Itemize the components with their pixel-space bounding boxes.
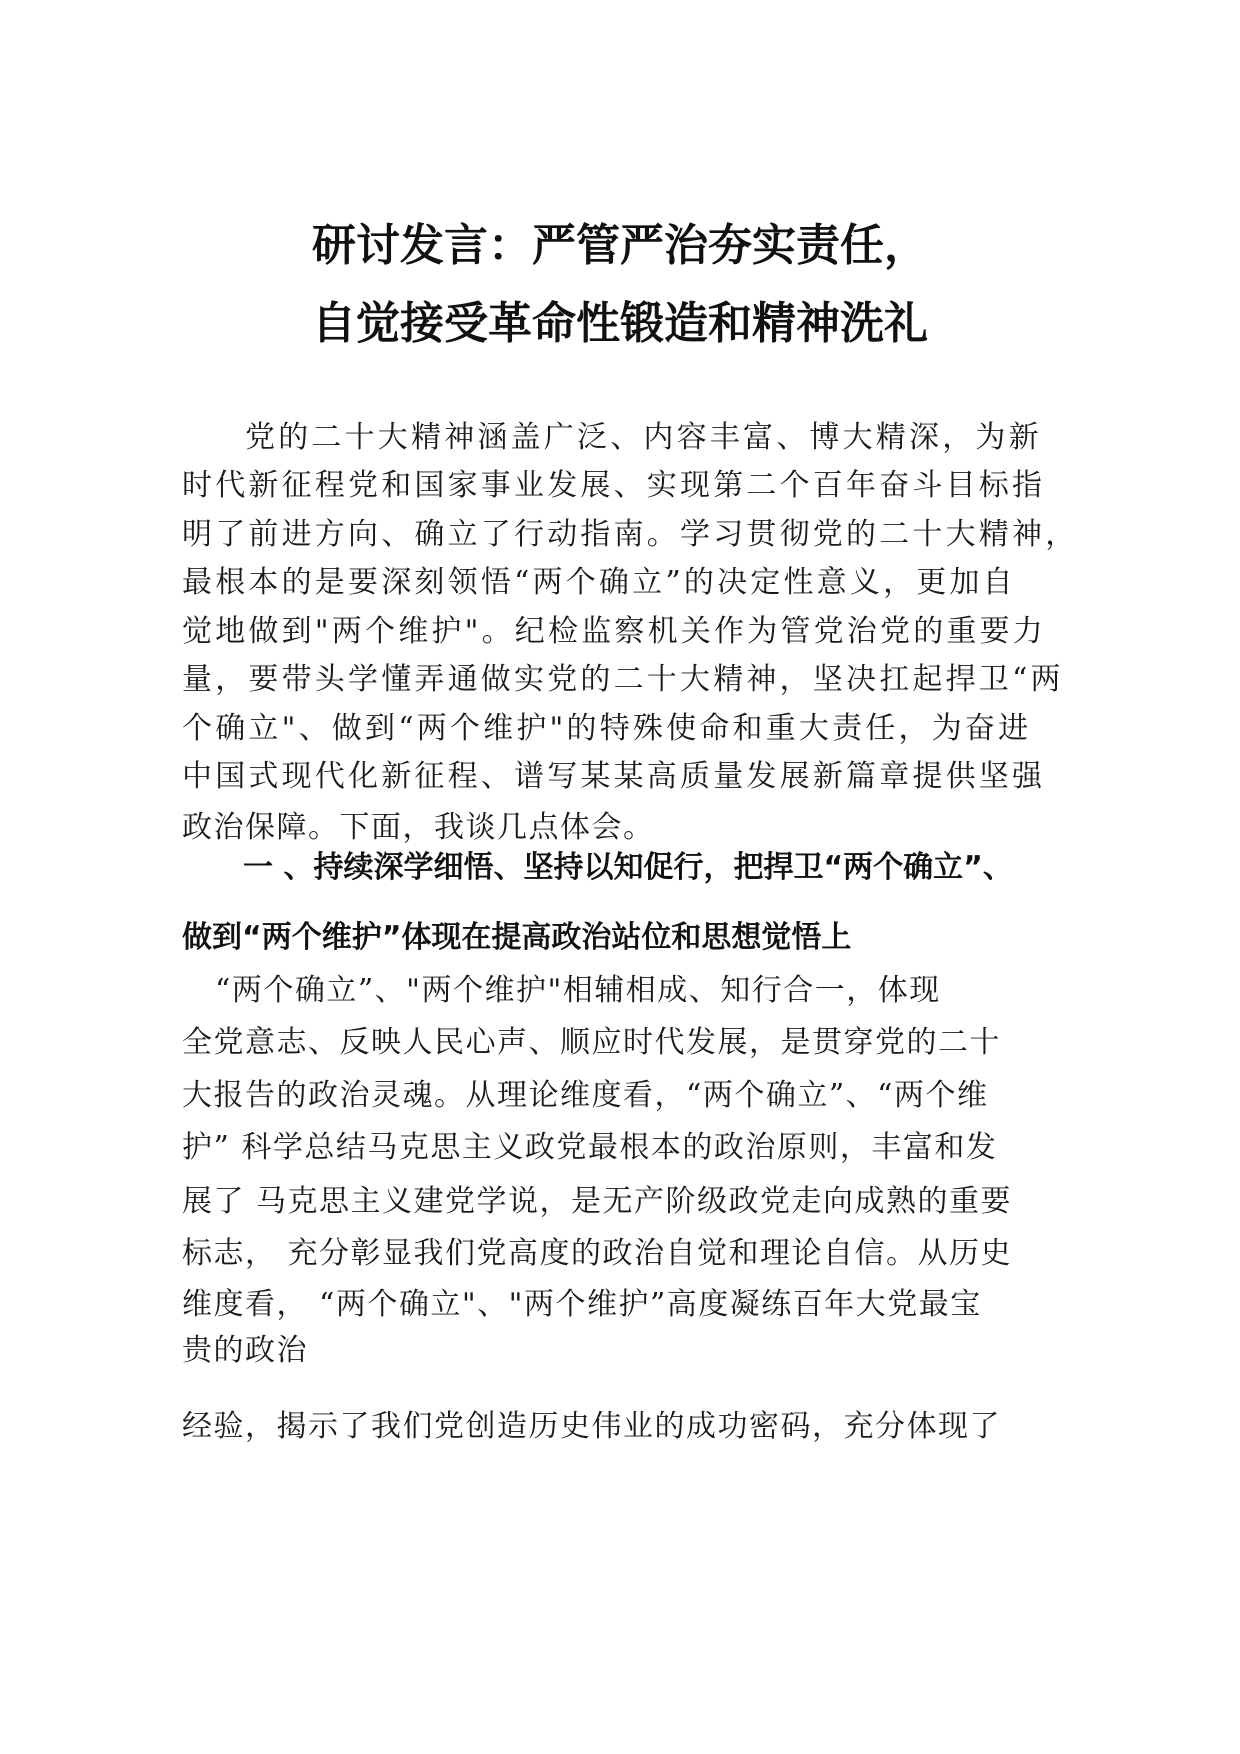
paragraph-2-line-4: 护” 科学总结马克思主义政党最根本的政治原则，丰富和发 <box>182 1130 998 1165</box>
paragraph-2-line-7: 维度看， “两个确立"、"两个维护”高度凝练百年大党最宝 <box>182 1287 982 1322</box>
document-title-line-1: 研讨发言：严管严治夯实责任， <box>312 220 928 271</box>
paragraph-2-line-1: “两个确立”、"两个维护"相辅相成、知行合一，体现 <box>215 973 941 1008</box>
section-heading-1-line-2: 做到“两个维护”体现在提高政治站位和思想觉悟上 <box>182 920 852 955</box>
paragraph-2-line-9: 经验，揭示了我们党创造历史伟业的成功密码，充分体现了 <box>182 1409 1001 1444</box>
paragraph-2-line-3: 大报告的政治灵魂。从理论维度看，“两个确立”、“两个维 <box>182 1078 989 1113</box>
document-title-line-2: 自觉接受革命性锻造和精神洗礼 <box>312 298 928 349</box>
paragraph-1-line-7: 个确立"、做到“两个维护"的特殊使命和重大责任，为奋进 <box>182 711 1032 746</box>
paragraph-1-line-1: 党的二十大精神涵盖广泛、内容丰富、博大精深，为新 <box>245 420 1042 455</box>
section-heading-1-line-1: 一 、持续深学细悟、坚持以知促行，把捍卫“两个确立”、 <box>243 850 1013 885</box>
paragraph-1-line-2: 时代新征程党和国家事业发展、实现第二个百年奋斗目标指 <box>182 468 1046 503</box>
paragraph-1-line-5: 觉地做到"两个维护"。纪检监察机关作为管党治党的重要力 <box>182 614 1046 649</box>
paragraph-2-line-2: 全党意志、反映人民心声、顺应时代发展，是贯穿党的二十 <box>182 1025 1001 1060</box>
paragraph-2-line-5: 展了 马克思主义建党学说，是无产阶级政党走向成熟的重要 <box>182 1184 1013 1219</box>
paragraph-1-line-9: 政治保障。下面，我谈几点体会。 <box>182 810 655 845</box>
paragraph-1-line-4: 最根本的是要深刻领悟“两个确立”的决定性意义，更加自 <box>182 565 1016 600</box>
paragraph-2-line-6: 标志， 充分彰显我们党高度的政治自觉和理论自信。从历史 <box>182 1236 1013 1271</box>
paragraph-1-line-3: 明了前进方向、确立了行动指南。学习贯彻党的二十大精神， <box>182 517 1079 552</box>
paragraph-2-line-8: 贵的政治 <box>182 1333 308 1368</box>
paragraph-1-line-8: 中国式现代化新征程、谱写某某高质量发展新篇章提供坚强 <box>182 759 1046 794</box>
paragraph-1-line-6: 量，要带头学懂弄通做实党的二十大精神，坚决扛起捍卫“两 <box>182 662 1064 697</box>
